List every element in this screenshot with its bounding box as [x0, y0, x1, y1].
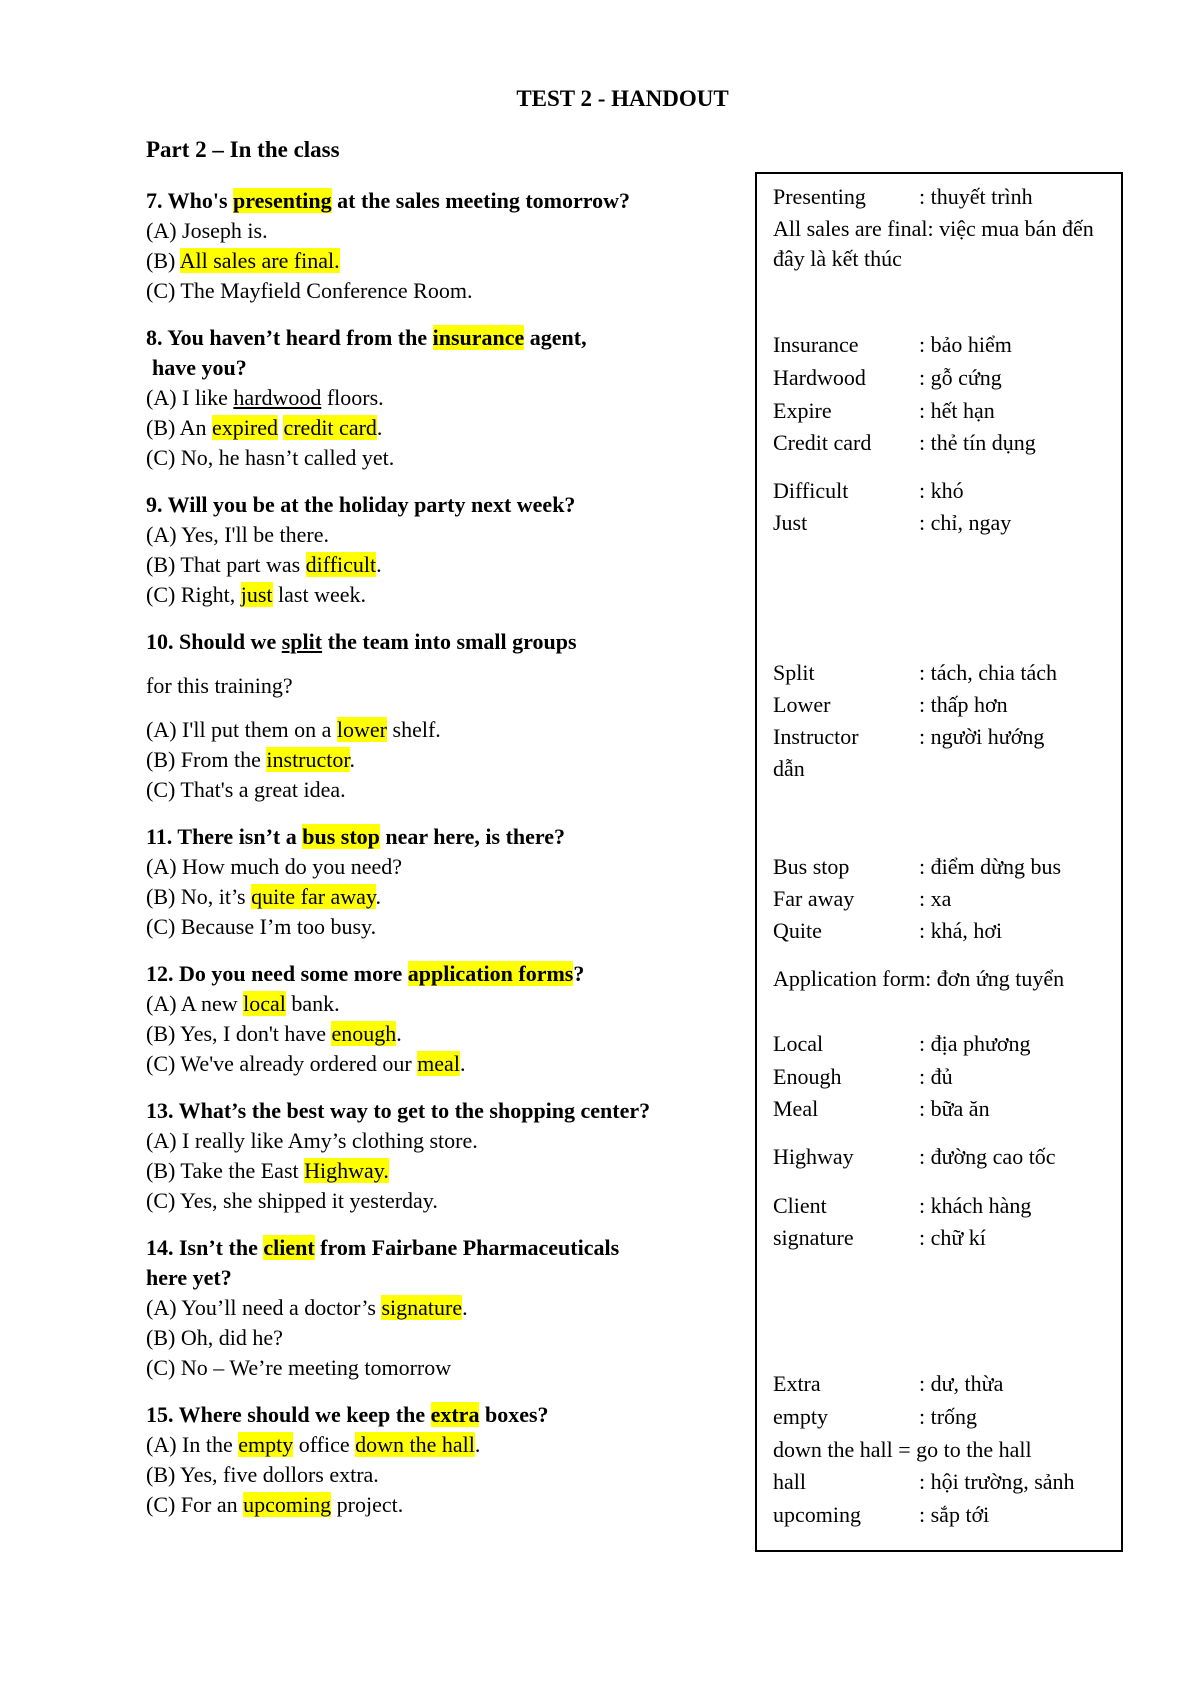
vocab-entry: All sales are final: việc mua bán đến đây là kết thúc [773, 216, 1094, 271]
option-c: (C) For an upcoming project. [146, 1492, 404, 1517]
vocab-entry: empty : trống [773, 1404, 978, 1429]
highlight: enough [331, 1021, 397, 1046]
vocab-entry: Hardwood : gỗ cứng [773, 365, 1002, 390]
highlight: lower [336, 717, 388, 742]
option-c: (C) Right, just last week. [146, 582, 366, 607]
option-a: (A) In the empty office down the hall. [146, 1432, 481, 1457]
vocab-entry: Difficult : khó [773, 478, 964, 503]
vocab-entry: Enough : đủ [773, 1064, 953, 1089]
question-8 [146, 323, 756, 473]
vocab-entry: Far away : xa [773, 886, 952, 911]
vocab-entry: signature : chữ kí [773, 1225, 986, 1250]
highlight: bus stop [302, 824, 380, 849]
option-a: (A) Yes, I'll be there. [146, 522, 329, 547]
highlight: local [243, 991, 286, 1016]
question-stem: 12. Do you need some more application forms? [146, 961, 585, 986]
option-c: (C) That's a great idea. [146, 777, 346, 802]
option-a: (A) Joseph is. [146, 218, 268, 243]
option-c: (C) Yes, she shipped it yesterday. [146, 1188, 438, 1213]
option-b: (B) That part was difficult. [146, 552, 382, 577]
option-b: (B) No, it’s quite far away. [146, 884, 382, 909]
vocab-entry: Quite : khá, hơi [773, 918, 1003, 943]
vocab-entry: Local : địa phương [773, 1031, 1031, 1056]
highlight: client [263, 1235, 315, 1260]
highlight: empty [238, 1432, 294, 1457]
vocab-entry: Credit card : thẻ tín dụng [773, 430, 1036, 455]
question-stem: 13. What’s the best way to get to the shopping center? [146, 1098, 651, 1123]
section-heading: Part 2 – In the class [146, 137, 340, 162]
highlight: down the hall [355, 1432, 475, 1457]
vocabulary-box [755, 172, 1123, 1552]
option-c: (C) No – We’re meeting tomorrow [146, 1355, 452, 1380]
option-a: (A) A new local bank. [146, 991, 340, 1016]
highlight: difficult [305, 552, 377, 577]
option-b: (B) An expired credit card. [146, 415, 383, 440]
question-stem: 8. You haven’t heard from the insurance agent, [146, 325, 587, 350]
option-b: (B) Yes, I don't have enough. [146, 1021, 402, 1046]
vocab-entry: Application form: đơn ứng tuyển [773, 966, 1065, 991]
highlight: meal [417, 1051, 460, 1076]
vocab-entry: Instructor : người hướng [773, 724, 1045, 749]
option-c: (C) No, he hasn’t called yet. [146, 445, 395, 470]
highlight: just [240, 582, 273, 607]
highlight: credit card [283, 415, 377, 440]
vocab-entry: Presenting : thuyết trình [773, 184, 1033, 209]
option-a: (A) You’ll need a doctor’s signature. [146, 1295, 468, 1320]
vocab-entry: Bus stop : điểm dừng bus [773, 854, 1062, 879]
underlined-word: split [281, 629, 323, 654]
vocab-entry: Just : chỉ, ngay [773, 510, 1012, 535]
option-a: (A) I'll put them on a lower shelf. [146, 717, 441, 742]
option-c: (C) We've already ordered our meal. [146, 1051, 466, 1076]
vocab-entry: Client : khách hàng [773, 1193, 1032, 1218]
question-10 [146, 627, 756, 805]
option-a: (A) I really like Amy’s clothing store. [146, 1128, 478, 1153]
highlight: quite far away [251, 884, 376, 909]
option-b: (B) From the instructor. [146, 747, 355, 772]
question-15 [146, 1400, 756, 1520]
vocab-entry: Lower : thấp hơn [773, 692, 1008, 717]
option-b: (B) Take the East Highway. [146, 1158, 389, 1183]
option-a: (A) How much do you need? [146, 854, 402, 879]
vocab-entry-continued: dẫn [773, 756, 805, 781]
highlight: expired [212, 415, 278, 440]
highlight: extra [430, 1402, 480, 1427]
question-11 [146, 822, 756, 942]
question-stem-continued: for this training? [146, 673, 293, 698]
highlight: signature [381, 1295, 463, 1320]
highlight: insurance [432, 325, 525, 350]
question-stem: 14. Isn’t the client from Fairbane Pharmaceuticals [146, 1235, 620, 1260]
highlight: Highway. [304, 1158, 389, 1183]
vocab-entry: down the hall = go to the hall [773, 1437, 1032, 1462]
option-b: (B) Yes, five dollors extra. [146, 1462, 379, 1487]
question-list [146, 186, 756, 1537]
vocab-entry: upcoming : sắp tới [773, 1502, 990, 1527]
question-7 [146, 186, 756, 306]
vocab-entry: Expire : hết hạn [773, 398, 995, 423]
option-b: (B) All sales are final. [146, 248, 340, 273]
highlight: presenting [233, 188, 332, 213]
option-b: (B) Oh, did he? [146, 1325, 283, 1350]
vocab-entry: Extra : dư, thừa [773, 1371, 1004, 1396]
question-12 [146, 959, 756, 1079]
option-c: (C) The Mayfield Conference Room. [146, 278, 473, 303]
option-a: (A) I like hardwood floors. [146, 385, 384, 410]
vocab-entry: Insurance : bảo hiểm [773, 332, 1012, 357]
question-14 [146, 1233, 756, 1383]
highlight: application forms [407, 961, 574, 986]
page-title: TEST 2 - HANDOUT [516, 86, 729, 111]
option-c: (C) Because I’m too busy. [146, 914, 377, 939]
highlight: instructor [266, 747, 350, 772]
question-stem: 11. There isn’t a bus stop near here, is there? [146, 824, 566, 849]
vocab-entry: hall : hội trường, sảnh [773, 1469, 1075, 1494]
vocab-entry: Highway : đường cao tốc [773, 1144, 1056, 1169]
underlined-word: hardwood [233, 385, 322, 410]
question-9 [146, 490, 756, 610]
question-stem: 9. Will you be at the holiday party next week? [146, 492, 576, 517]
highlight: upcoming [243, 1492, 332, 1517]
highlight: All sales are final. [179, 248, 340, 273]
vocab-entry: Split : tách, chia tách [773, 660, 1058, 685]
question-stem-continued: here yet? [146, 1265, 232, 1290]
question-13 [146, 1096, 756, 1216]
vocab-entry: Meal : bữa ăn [773, 1096, 990, 1121]
question-stem: 7. Who's presenting at the sales meeting tomorrow? [146, 188, 630, 213]
question-stem: 15. Where should we keep the extra boxes? [146, 1402, 549, 1427]
question-stem-continued: have you? [152, 355, 247, 380]
question-stem: 10. Should we split the team into small groups [146, 629, 577, 654]
